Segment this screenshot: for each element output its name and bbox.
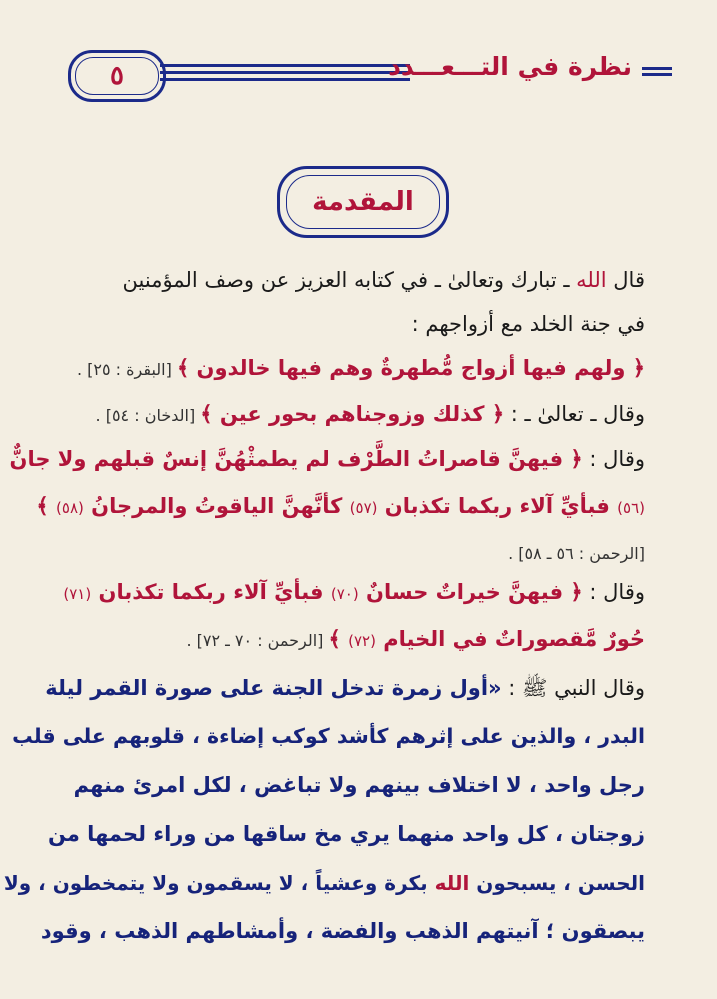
text-line-9: حُورٌ مَّقصوراتٌ في الخيام (٧٢) ﴾ [الرحمن : ٧٠ ـ ٧٢] .	[186, 627, 645, 651]
ayah-number: (٥٨)	[56, 499, 84, 517]
header-rule	[160, 64, 410, 84]
section-title: المقدمة	[312, 187, 414, 217]
quran-verse: ﴿ كذلك وزوجناهم بحور عين ﴾	[200, 402, 505, 426]
page-number-frame	[68, 50, 166, 102]
header-dash-ornament	[642, 67, 672, 77]
text-line-5: وقال : ﴿ فيهنَّ قاصراتُ الطَّرْف لم يطمثْهُنَّ إنسٌ قبلهم ولا جانٌّ	[9, 447, 645, 471]
ayah-number: (٧٢)	[348, 632, 376, 650]
verse-reference: [الرحمن : ٧٠ ـ ٧٢] .	[186, 631, 329, 650]
hadith-text: «أول زمرة تدخل الجنة على صورة القمر ليلة	[45, 676, 502, 700]
verse-reference: [الرحمن : ٥٦ ـ ٥٨] .	[508, 544, 645, 563]
ayah-number: (٧١)	[63, 585, 92, 603]
text-line-12: رجل واحد ، لا اختلاف بينهم ولا تباغض ، لكل امرئ منهم	[73, 773, 645, 797]
text-line-4: وقال ـ تعالىٰ ـ : ﴿ كذلك وزوجناهم بحور عين ﴾ [الدخان : ٥٤] .	[95, 402, 645, 426]
text-line-2: في جنة الخلد مع أزواجهم :	[411, 312, 645, 336]
text-line-8: وقال : ﴿ فيهنَّ خيراتٌ حسانٌ (٧٠) فبأيِّ آلاء ربكما تكذبان (٧١)	[63, 580, 645, 604]
text-line-7	[508, 540, 645, 564]
text-line-14: الحسن ، يسبحون الله بكرة وعشياً ، لا يسقمون ولا يتمخطون ، ولا	[3, 871, 645, 895]
text-line-15: يبصقون ؛ آنيتهم الذهب والفضة ، وأمشاطهم الذهب ، وقود	[40, 919, 645, 943]
ayah-number: (٥٧)	[349, 499, 378, 517]
verse-reference: [الدخان : ٥٤] .	[95, 406, 201, 425]
quran-verse: ﴿ فيهنَّ قاصراتُ الطَّرْف لم يطمثْهُنَّ إنسٌ قبلهم ولا جانٌّ	[9, 447, 583, 471]
verse-reference: [البقرة : ٢٥] .	[76, 360, 177, 379]
text-line-11: البدر ، والذين على إثرهم كأشد كوكب إضاءة ، قلوبهم على قلب	[12, 724, 645, 748]
text-line-10: وقال النبي ﷺ : «أول زمرة تدخل الجنة على صورة القمر ليلة	[45, 676, 645, 700]
page-header	[62, 50, 672, 102]
section-title-frame	[277, 166, 449, 238]
running-title: نظرة في التـــعـــدد	[388, 52, 632, 81]
page-number: ٥	[110, 61, 124, 91]
quran-verse: ﴿ ولهم فيها أزواج مُّطهرةٌ وهم فيها خالدون ﴾	[176, 356, 645, 380]
text-line-3	[77, 356, 645, 380]
text-line-13: زوجتان ، كل واحد منهما يري مخ ساقها من وراء لحمها من	[47, 822, 645, 846]
text-line-1: قال الله ـ تبارك وتعالىٰ ـ في كتابه العزيز عن وصف المؤمنين	[122, 268, 645, 292]
ayah-number: (٧٠)	[330, 585, 359, 603]
text-line-6: (٥٦) فبأيِّ آلاء ربكما تكذبان (٥٧) كأنَّهنَّ الياقوتُ والمرجانُ (٥٨) ﴾	[36, 494, 645, 518]
ayah-number: (٥٦)	[617, 499, 645, 517]
